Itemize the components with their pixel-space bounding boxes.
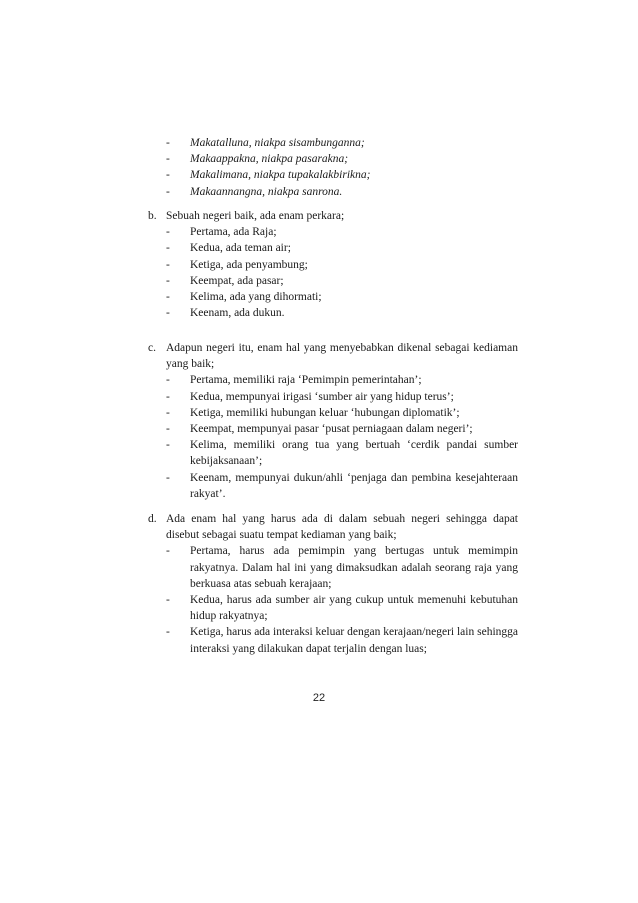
list-item: - Pertama, memiliki raja ‘Pemimpin pemerintahan’; bbox=[166, 374, 422, 387]
list-item: - Keenam, mempunyai dukun/ahli ‘penjaga dan pembina kesejahteraan rakyat’. bbox=[166, 471, 518, 500]
list-item: - Ketiga, harus ada interaksi keluar dengan kerajaan/negeri lain sehingga interaksi yang dilakukan dapat terjalin dengan luas; bbox=[166, 626, 518, 655]
list-item: - Kedua, harus ada sumber air yang cukup untuk memenuhi kebutuhan hidup rakyatnya; bbox=[166, 594, 518, 623]
list-item: - Makaannangna, niakpa sanrona. bbox=[166, 185, 343, 198]
section-d-items bbox=[166, 543, 518, 656]
list-item: - Keempat, ada pasar; bbox=[166, 274, 284, 287]
list-a-tail bbox=[150, 135, 518, 200]
list-item: - Keenam, ada dukun. bbox=[166, 307, 285, 320]
list-item: - Keempat, mempunyai pasar ‘pusat perniagaan dalam negeri’; bbox=[166, 423, 473, 436]
list-item: - Makatalluna, niakpa sisambunganna; bbox=[166, 137, 365, 149]
list-a-items bbox=[166, 135, 518, 200]
list-item: - Kelima, ada yang dihormati; bbox=[166, 291, 322, 304]
list-item: - Kedua, ada teman air; bbox=[166, 242, 291, 255]
list-item: - Kelima, memiliki orang tua yang bertuah ‘cerdik pandai sumber kebijaksanaan’; bbox=[166, 439, 518, 468]
list-item: - Kedua, mempunyai irigasi ‘sumber air yang hidup terus’; bbox=[166, 390, 454, 403]
list-item: - Pertama, harus ada pemimpin yang bertugas untuk memimpin rakyatnya. Dalam hal ini yang dimaksudkan adalah seorang raja yang berkuasa atas sebuah kerajaan; bbox=[166, 545, 518, 590]
section-b bbox=[150, 208, 518, 321]
section-b-items bbox=[166, 224, 518, 321]
list-item: - Makaappakna, niakpa pasarakna; bbox=[166, 153, 349, 166]
page-number: 22 bbox=[312, 692, 326, 704]
section-b-letter: b. bbox=[148, 210, 157, 222]
section-c bbox=[150, 340, 518, 502]
list-item: - Makalimana, niakpa tupakalakbirikna; bbox=[166, 169, 371, 182]
list-item: - Ketiga, memiliki hubungan keluar ‘hubungan diplomatik’; bbox=[166, 406, 460, 419]
section-d-letter: d. bbox=[148, 513, 157, 525]
section-c-intro: c. Adapun negeri itu, enam hal yang menyebabkan dikenal sebagai kediaman yang baik; bbox=[148, 342, 518, 371]
section-c-letter: c. bbox=[148, 342, 156, 354]
list-item: - Ketiga, ada penyambung; bbox=[166, 258, 308, 271]
section-b-intro: b. Sebuah negeri baik, ada enam perkara; bbox=[150, 208, 518, 224]
section-c-items bbox=[166, 372, 518, 502]
section-d-intro: d. Ada enam hal yang harus ada di dalam sebuah negeri sehingga dapat disebut sebagai suatu tempat kediaman yang baik; bbox=[148, 513, 518, 542]
section-d bbox=[150, 511, 518, 657]
list-item: - Pertama, ada Raja; bbox=[166, 226, 277, 239]
